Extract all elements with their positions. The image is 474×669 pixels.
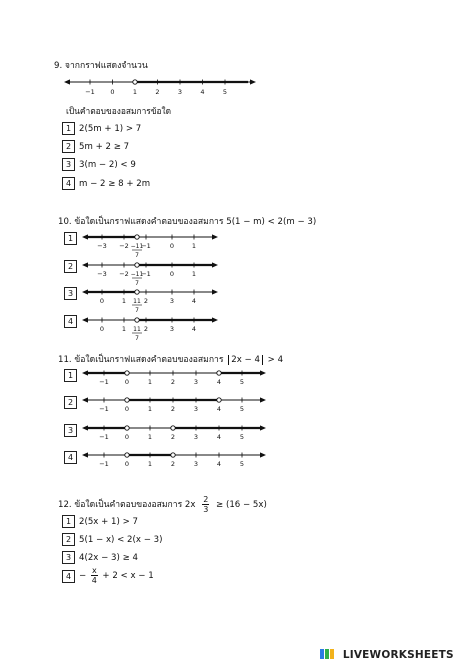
q9-option-3-box[interactable]: 3 <box>62 158 75 171</box>
q12-option-2-box[interactable]: 2 <box>62 533 75 546</box>
q10-opt3-frac-den: 7 <box>135 307 139 314</box>
q11-option-2-number-line <box>80 393 270 415</box>
q10-opt4-tick-label: 3 <box>169 325 175 333</box>
q9-line-tick-label: 1 <box>132 88 138 96</box>
q12-option-2-text: 5(1 − x) < 2(x − 3) <box>79 535 163 545</box>
q11-opt2-open-circle <box>125 398 129 402</box>
q10-opt3-tick-label: 3 <box>169 297 175 305</box>
q10-opt4-frac-num: 11 <box>133 326 141 333</box>
q11-opt4-tick-label: 4 <box>216 460 222 468</box>
q11-opt2-tick-label: 4 <box>216 405 222 413</box>
q10-opt4-tick-label: 0 <box>99 325 105 333</box>
q12-opt4-prefix: − <box>79 571 87 581</box>
q12-opt4-frac-den: 4 <box>91 576 97 585</box>
q11-opt3-tick-label: 1 <box>147 433 153 441</box>
q12-option-1-text: 2(5x + 1) > 7 <box>79 517 138 527</box>
q12-title-fraction <box>202 495 209 514</box>
q11-opt1-open-circle <box>125 371 129 375</box>
q11-option-4-box[interactable]: 4 <box>64 451 77 464</box>
liveworksheets-logo <box>320 648 454 661</box>
q11-opt4-tick-label: 0 <box>124 460 130 468</box>
q11-opt1-tick-label: 4 <box>216 378 222 386</box>
q10-option-4-box[interactable]: 4 <box>64 315 77 328</box>
q11-opt2-tick-label: 1 <box>147 405 153 413</box>
question-9-subtitle: เป็นคำตอบของอสมการข้อใด <box>66 106 172 116</box>
q9-option-1-text: 2(5m + 1) > 7 <box>79 124 142 134</box>
liveworksheets-logo-icon <box>320 648 336 660</box>
q10-opt2-tick-label: −2 <box>119 270 129 278</box>
q10-opt1-frac-den: 7 <box>135 252 139 259</box>
q9-option-4-text: m − 2 ≥ 8 + 2m <box>79 179 151 189</box>
q12-opt4-fraction <box>91 566 98 585</box>
q11-option-1-number-line <box>80 366 270 388</box>
q12-opt4-suffix: + 2 < x − 1 <box>102 571 154 581</box>
q11-opt2-tick-label: −1 <box>99 405 109 413</box>
q12-option-3-box[interactable]: 3 <box>62 551 75 564</box>
q10-opt1-tick-label: 0 <box>169 242 175 250</box>
q11-opt2-left-arrow <box>82 397 88 402</box>
q10-opt3-open-circle <box>135 290 139 294</box>
q11-option-2-box[interactable]: 2 <box>64 396 77 409</box>
q11-opt2-open-circle <box>217 398 221 402</box>
question-9-title: 9. จากกราฟแสดงจำนวน <box>54 61 148 71</box>
q11-opt4-tick-label: 1 <box>147 460 153 468</box>
q11-opt4-tick-label: −1 <box>99 460 109 468</box>
q10-opt2-open-circle <box>135 263 139 267</box>
q10-option-3-box[interactable]: 3 <box>64 287 77 300</box>
q11-opt2-tick-label: 3 <box>193 405 199 413</box>
q9-line-tick-label: 2 <box>155 88 160 96</box>
q11-opt1-tick-label: 3 <box>193 378 199 386</box>
q10-opt4-tick-label: 2 <box>143 325 149 333</box>
q10-option-2-box[interactable]: 2 <box>64 260 77 273</box>
q10-opt1-tick-label: −2 <box>119 242 129 250</box>
q11-opt4-tick-label: 5 <box>239 460 245 468</box>
q12-option-4-box[interactable]: 4 <box>62 570 75 583</box>
q11-opt2-tick-label: 2 <box>170 405 176 413</box>
q11-opt1-tick-label: 5 <box>239 378 245 386</box>
q10-opt1-frac-num: −11 <box>130 243 144 250</box>
q10-opt1-tick-label: −3 <box>97 242 107 250</box>
q10-opt2-right-arrow <box>212 262 218 267</box>
q12-opt4-frac-num: x <box>91 566 97 575</box>
q12-title-prefix: 12. ข้อใดเป็นคำตอบของอสมการ 2x <box>58 500 196 510</box>
q9-option-3-text: 3(m − 2) < 9 <box>79 160 136 170</box>
q9-option-2-text: 5m + 2 ≥ 7 <box>79 142 130 152</box>
q9-line-tick-label: 0 <box>110 88 115 96</box>
q10-opt4-left-arrow <box>82 317 88 322</box>
q10-opt4-open-circle <box>135 318 139 322</box>
q11-opt4-right-arrow <box>260 452 266 457</box>
q10-opt3-tick-label: 0 <box>99 297 105 305</box>
q11-opt4-tick-label: 3 <box>193 460 199 468</box>
q9-line-left-arrow <box>64 79 70 84</box>
q12-frac-den: 3 <box>203 505 209 514</box>
q10-opt1-open-circle <box>135 235 139 239</box>
q10-opt3-tick-label: 2 <box>143 297 149 305</box>
q12-option-4-text <box>79 566 154 585</box>
q11-opt1-open-circle <box>217 371 221 375</box>
question-12-title <box>58 495 267 514</box>
q11-opt3-tick-label: 3 <box>193 433 199 441</box>
q10-opt4-tick-label: 1 <box>121 325 127 333</box>
q11-opt4-open-circle <box>171 453 175 457</box>
q10-opt3-tick-label: 1 <box>121 297 127 305</box>
q9-line-tick-label: 3 <box>177 88 183 96</box>
q11-opt3-right-arrow <box>260 425 266 430</box>
q10-opt2-tick-label: −3 <box>97 270 107 278</box>
q11-opt1-tick-label: 1 <box>147 378 153 386</box>
q11-opt3-tick-label: 4 <box>216 433 222 441</box>
q10-opt2-left-arrow <box>82 262 88 267</box>
q11-opt3-open-circle <box>125 426 129 430</box>
q10-opt2-frac-den: 7 <box>135 280 139 287</box>
q11-option-1-box[interactable]: 1 <box>64 369 77 382</box>
q11-opt1-tick-label: 2 <box>170 378 176 386</box>
question-9-number-line <box>60 74 260 98</box>
q11-opt1-tick-label: −1 <box>99 378 109 386</box>
q10-opt2-tick-label: −1 <box>141 270 151 278</box>
q10-option-4-number-line <box>80 313 220 345</box>
q11-title-abs-expr: 2x − 4 <box>228 355 263 365</box>
q11-opt3-tick-label: −1 <box>99 433 109 441</box>
q11-opt4-left-arrow <box>82 452 88 457</box>
q11-opt3-tick-label: 0 <box>124 433 130 441</box>
q11-opt3-tick-label: 2 <box>170 433 176 441</box>
q10-opt2-tick-label: 0 <box>169 270 175 278</box>
q12-option-1-box[interactable]: 1 <box>62 515 75 528</box>
q10-opt2-tick-label: 1 <box>191 270 197 278</box>
q12-title-suffix: ≥ (16 − 5x) <box>216 500 267 510</box>
q9-line-tick-label: −1 <box>85 88 95 96</box>
q9-line-tick-label: 4 <box>200 88 205 96</box>
q11-opt2-tick-label: 5 <box>239 405 245 413</box>
q10-opt4-frac-den: 7 <box>135 335 139 342</box>
q11-option-3-box[interactable]: 3 <box>64 424 77 437</box>
q11-opt4-open-circle <box>125 453 129 457</box>
q11-title-suffix: > 4 <box>267 355 284 365</box>
q10-opt4-tick-label: 4 <box>191 325 197 333</box>
q10-opt2-frac-num: −11 <box>130 271 144 278</box>
q11-opt3-open-circle <box>171 426 175 430</box>
q9-option-2-box[interactable]: 2 <box>62 140 75 153</box>
q9-option-4-box[interactable]: 4 <box>62 177 75 190</box>
q9-line-right-arrow <box>250 79 256 84</box>
q11-option-3-number-line <box>80 421 270 443</box>
q10-opt3-tick-label: 4 <box>191 297 197 305</box>
q10-opt3-frac-num: 11 <box>133 298 141 305</box>
q10-opt1-tick-label: −1 <box>141 242 151 250</box>
q9-line-open-circle <box>133 80 137 84</box>
q10-opt1-right-arrow <box>212 234 218 239</box>
q9-line-tick-label: 5 <box>222 88 228 96</box>
liveworksheets-logo-text: LIVEWORKSHEETS <box>342 649 454 661</box>
q11-title-prefix: 11. ข้อใดเป็นกราฟแสดงคำตอบของอสมการ <box>58 355 224 365</box>
q11-option-4-number-line <box>80 448 270 470</box>
q11-opt1-right-arrow <box>260 370 266 375</box>
q10-option-1-box[interactable]: 1 <box>64 232 77 245</box>
q12-option-3-text: 4(2x − 3) ≥ 4 <box>79 553 138 563</box>
q11-opt4-tick-label: 2 <box>170 460 176 468</box>
question-10-title: 10. ข้อใดเป็นกราฟแสดงคำตอบของอสมการ 5(1 − m) < 2(m − 3) <box>58 217 317 227</box>
q10-opt1-tick-label: 1 <box>191 242 197 250</box>
q11-opt1-tick-label: 0 <box>124 378 130 386</box>
q11-opt2-right-arrow <box>260 397 266 402</box>
q11-opt2-tick-label: 0 <box>124 405 130 413</box>
question-11-title <box>58 352 283 366</box>
q11-opt3-tick-label: 5 <box>239 433 245 441</box>
q10-opt4-right-arrow <box>212 317 218 322</box>
q10-opt3-right-arrow <box>212 289 218 294</box>
q12-frac-num: 2 <box>203 495 209 504</box>
q9-option-1-box[interactable]: 1 <box>62 122 75 135</box>
